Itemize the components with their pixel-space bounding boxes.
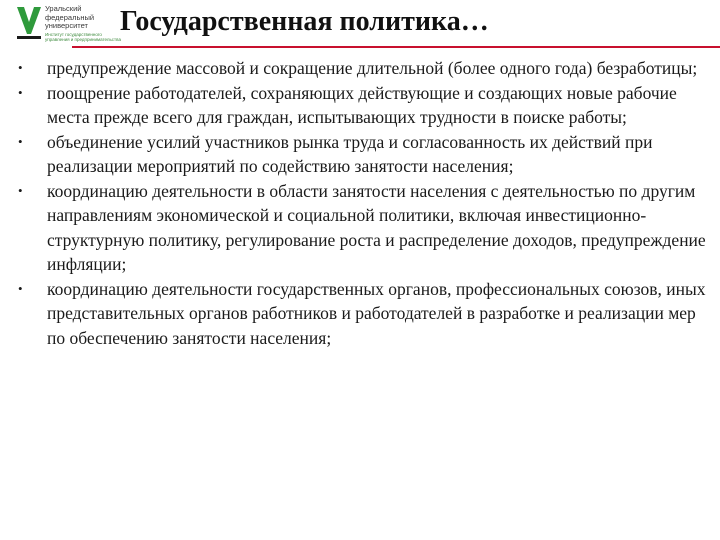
- slide-content: [18, 56, 708, 350]
- bullet-list: [18, 56, 708, 350]
- bullet-dot-icon: •: [18, 280, 23, 296]
- title-underline: [72, 46, 720, 48]
- bullet-item: [18, 179, 708, 277]
- bullet-item: [18, 277, 708, 351]
- logo-line: Уральский: [45, 4, 82, 13]
- bullet-text: координацию деятельности государственных органов, профессиональных союзов, иных представительных органов работников и работодателей в разработке и реализации мер по обеспечению занятости населения;: [47, 278, 706, 348]
- university-logo-text: [45, 5, 117, 31]
- logo-line: федеральный: [45, 12, 95, 22]
- bullet-dot-icon: •: [18, 182, 23, 198]
- bullet-text: координацию деятельности в области занятости населения с деятельностью по другим направлениям экономической и социальной политики, включая инвестиционно-структурную политику, регулирование роста и распределение доходов, предупреждение инфляции;: [47, 180, 706, 274]
- university-logo: [14, 4, 121, 44]
- logo-line: университет: [45, 21, 88, 30]
- bullet-text: предупреждение массовой и сокращение длительной (более одного года) безработицы;: [47, 58, 698, 78]
- slide-title: Государственная политика…: [120, 6, 489, 37]
- bullet-dot-icon: •: [18, 84, 23, 100]
- institute-name: [45, 32, 123, 42]
- logo-sub-line: управления и предпринимательства: [45, 37, 121, 42]
- bullet-dot-icon: •: [18, 60, 23, 75]
- bullet-item: [18, 56, 708, 81]
- bullet-item: [18, 130, 708, 179]
- bullet-item: [18, 81, 708, 130]
- university-logo-mark-icon: [14, 4, 44, 42]
- bullet-text: объединение усилий участников рынка труда и согласованность их действий при реализации мероприятий по содействию занятости населения;: [47, 131, 653, 176]
- bullet-text: поощрение работодателей, сохраняющих действующие и создающих новые рабочие места прежде всего для граждан, испытывающих трудности в поиске работы;: [47, 82, 677, 127]
- logo-sub-line: Институт государственного: [45, 32, 102, 37]
- bullet-dot-icon: •: [18, 133, 23, 149]
